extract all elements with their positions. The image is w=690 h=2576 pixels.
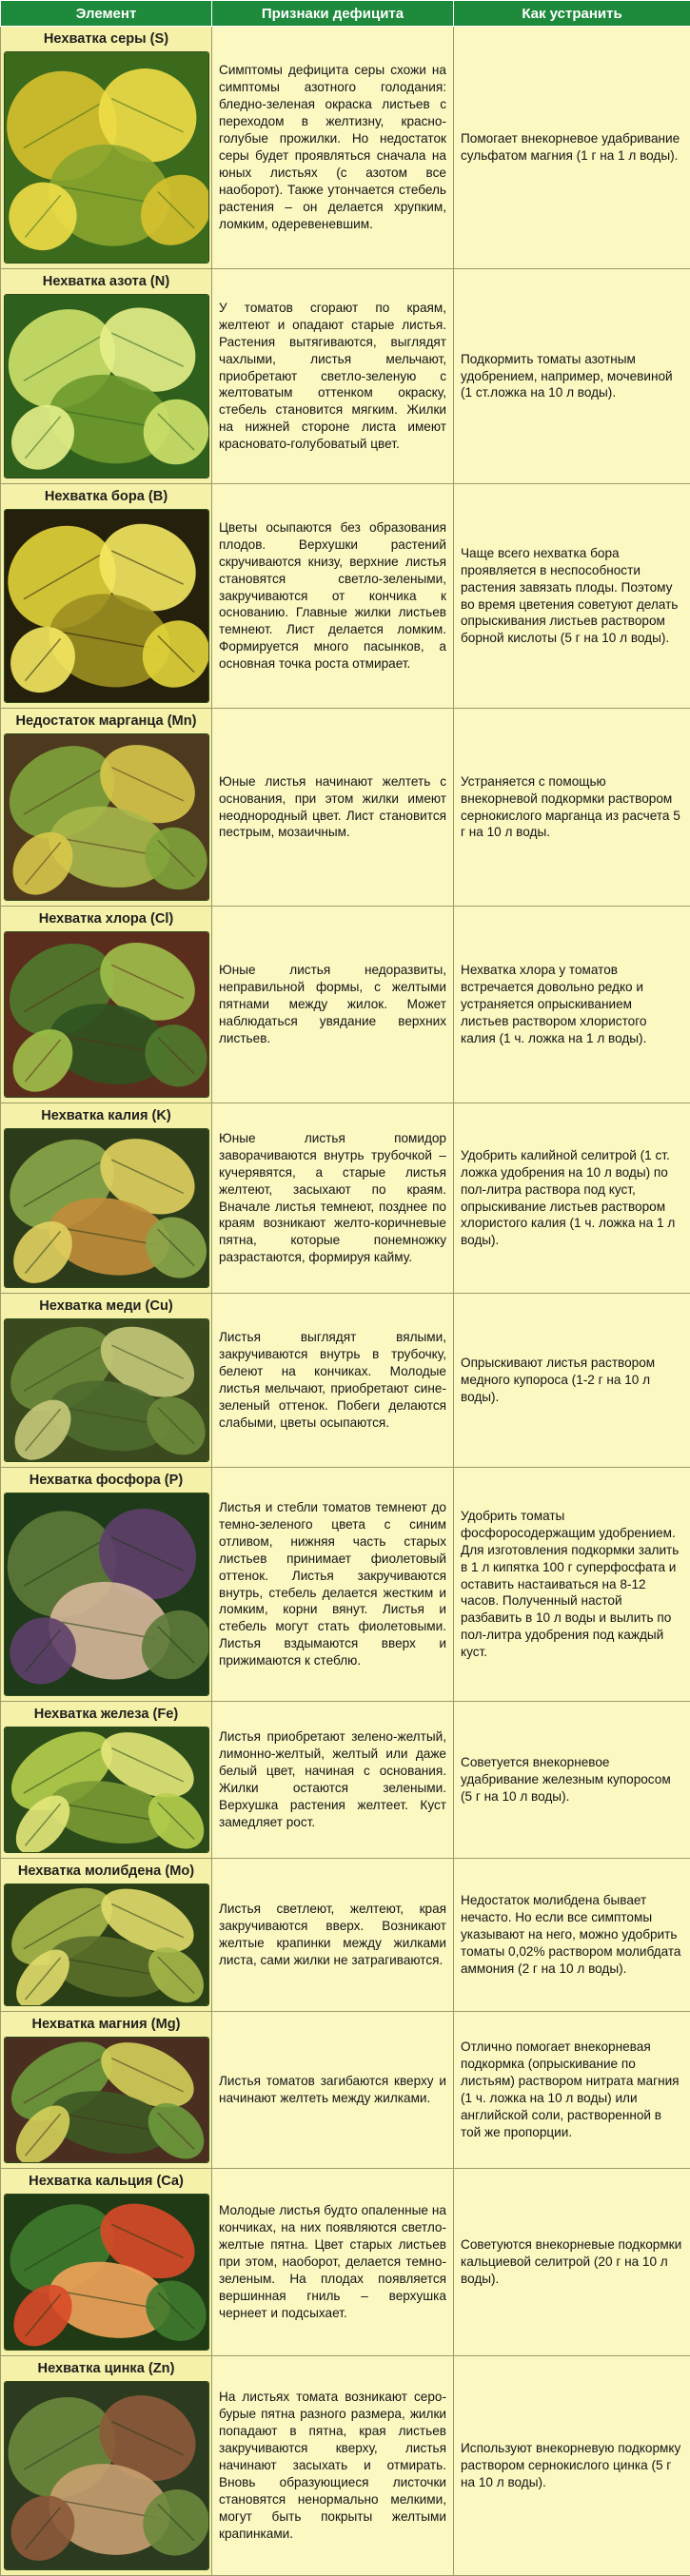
element-name: Нехватка азота (N) [3,269,209,294]
table-body [1,27,690,2576]
deficiency-signs: Цветы осыпаются без образования плодов. Верхушки растений скручиваются книзу, верхние листья становятся светло-зелеными, закручиваются от кончика к основанию. Главные жилки листьев темнеют. Лист делается ломким. Формируется много пасынков, а основная точка роста отмирает. [212,484,454,709]
remedy: Нехватка хлора у томатов встречается довольно редко и устраняется опрыскиванием листьев раствором хлористого калия (1 ч. ложка на 1 л воды). [454,907,690,1103]
deficiency-signs: Листья светлеют, желтеют, края закручиваются вверх. Возникают желтые крапинки между жилками листа, сами жилки не затрагиваются. [212,1859,454,2012]
sulfur-deficient-yellow-leaves-photo [4,51,209,263]
remedy: Помогает внекорневое удабривание сульфатом магния (1 г на 1 л воды). [454,27,690,269]
element-cell [1,2012,212,2169]
element-name: Нехватка меди (Cu) [3,1294,209,1318]
remedy: Опрыскивают листья раствором медного купороса (1-2 г на 10 л воды). [454,1294,690,1468]
element-cell [1,1702,212,1859]
remedy: Советуется внекорневое удабривание железным купоросом (5 г на 10 л воды). [454,1702,690,1859]
element-name: Нехватка магния (Mg) [3,2012,209,2037]
remedy: Недостаток молибдена бывает нечасто. Но если все симптомы указывают на него, можно удобрить томаты 0,02% раствором молибдата аммония (2 г на 10 л воды). [454,1859,690,2012]
element-name: Недостаток марганца (Mn) [3,709,209,733]
table-row [1,27,690,269]
element-cell [1,709,212,907]
deficiency-signs: Юные листья начинают желтеть с основания, при этом жилки имеют неоднородный цвет. Лист становится пестрым, мозаичным. [212,709,454,907]
table-row [1,1702,690,1859]
element-name: Нехватка цинка (Zn) [3,2356,209,2381]
remedy: Отлично помогает внекорневая подкормка (опрыскивание по листьям) раствором нитрата магния (1 ч. ложка на 10 л воды) или английской соли, растворенной в той же пропорции. [454,2012,690,2169]
header-row [1,1,690,27]
table-row [1,269,690,484]
element-cell [1,1859,212,2012]
element-cell [1,269,212,484]
deficiency-signs: Юные листья недоразвиты, неправильной формы, с желтыми пятнами между жилок. Может наблюдаться увядание верхних листьев. [212,907,454,1103]
copper-deficient-wilted-leaves-photo [4,1318,209,1462]
element-cell [1,1103,212,1294]
deficiency-signs: Листья приобретают зелено-желтый, лимонно-желтый, желтый или даже белый цвет, начиная с основания. Жилки остаются зелеными. Верхушка растения желтеет. Куст замедляет рост. [212,1702,454,1859]
element-name: Нехватка фосфора (P) [3,1468,209,1493]
header-fix: Как устранить [454,1,690,27]
remedy: Удобрить калийной селитрой (1 ст. ложка удобрения на 10 л воды) по пол-литра раствора под куст, опрыскивание листьев раствором хлористого калия (1 ч. ложка на 1 л воды). [454,1103,690,1294]
element-name: Нехватка хлора (Cl) [3,907,209,931]
iron-deficient-chlorotic-leaves-photo [4,1727,209,1853]
table-row [1,1859,690,2012]
element-name: Нехватка бора (B) [3,484,209,509]
zinc-deficient-brown-spots-photo [4,2381,209,2570]
table-row [1,1103,690,1294]
table-row [1,2169,690,2356]
deficiency-signs: У томатов сгорают по краям, желтеют и опадают старые листья. Растения вытягиваются, выглядят чахлыми, листья мельчают, приобретают светло-зеленую с желтоватым оттенком окраску, стебель становится мягким. Жилки на нижней стороне листа имеют красновато-голубоватый цвет. [212,269,454,484]
table-row [1,709,690,907]
potassium-deficient-leaf-edges-photo [4,1128,209,1288]
chlorine-deficient-spotted-leaves-photo [4,931,209,1098]
element-cell [1,2169,212,2356]
element-cell [1,27,212,269]
deficiency-signs: Симптомы дефицита серы схожи на симптомы азотного голодания: бледно-зеленая окраска листьев с переходом в желтизну, красно-голубые прожилки. Но недостаток серы будет проявляться сначала на юных листьях (с азотом все наоборот). Также утончается стебель растения – он делается хрупким, ломким, одеревеневшим. [212,27,454,269]
remedy: Чаще всего нехватка бора проявляется в неспособности растения завязать плоды. Поэтому во время цветения советуют делать опрыскивания листьев раствором борной кислоты (5 г на 10 л воды). [454,484,690,709]
header-signs: Признаки дефицита [212,1,454,27]
element-name: Нехватка кальция (Ca) [3,2169,209,2194]
element-cell [1,907,212,1103]
table-row [1,2356,690,2576]
table-row [1,484,690,709]
magnesium-deficient-yellow-veins-photo [4,2037,209,2163]
remedy: Подкормить томаты азотным удобрением, например, мочевиной (1 ст.ложка на 10 л воды). [454,269,690,484]
element-cell [1,2356,212,2576]
deficiency-signs: Юные листья помидор заворачиваются внутрь трубочкой – кучерявятся, а старые листья желтеют, засыхают по краям. Вначале листья темнеют, позднее по краям возникают желто-коричневые пятна, которые понемножку разрастаются, формируя кайму. [212,1103,454,1294]
table-row [1,1468,690,1702]
nitrogen-deficient-pale-leaves-photo [4,294,209,478]
element-name: Нехватка молибдена (Mo) [3,1859,209,1883]
molybdenum-deficient-curled-leaves-photo [4,1883,209,2006]
deficiency-signs: Листья томатов загибаются кверху и начинают желтеть между жилками. [212,2012,454,2169]
element-name: Нехватка серы (S) [3,27,209,51]
deficiency-signs: Молодые листья будто опаленные на кончиках, на них появляются светло-желтые пятна. Цвет старых листьев при этом, наоборот, делается темно-зеленым. На плодах появляется вершинная гниль – верхушка чернеет и подсыхает. [212,2169,454,2356]
element-name: Нехватка калия (K) [3,1103,209,1128]
header-element: Элемент [1,1,212,27]
calcium-deficient-blossom-end-rot-tomato-photo [4,2194,209,2351]
table-row [1,2012,690,2169]
remedy: Устраняется с помощью внекорневой подкормки раствором сернокислого марганца из расчета 5 г на 10 л воды. [454,709,690,907]
element-name: Нехватка железа (Fe) [3,1702,209,1727]
element-cell [1,1468,212,1702]
element-cell [1,1294,212,1468]
remedy: Удобрить томаты фосфоросодержащим удобрением. Для изготовления подкормки залить в 1 л кипятка 100 г суперфосфата и оставить настаиваться на 8-12 часов. Полученный настой разбавить в 10 л воды и вылить по пол-литра удобрения под каждый куст. [454,1468,690,1702]
remedy: Используют внекорневую подкормку раствором сернокислого цинка (5 г на 10 л воды). [454,2356,690,2576]
phosphorus-deficient-purple-leaf-photo [4,1493,209,1696]
table-row [1,907,690,1103]
remedy: Советуются внекорневые подкормки кальциевой селитрой (20 г на 10 л воды). [454,2169,690,2356]
boron-deficient-yellow-shoot-photo [4,509,209,703]
deficiency-signs: Листья выглядят вялыми, закручиваются внутрь в трубочку, белеют на кончиках. Молодые листья мельчают, приобретают сине-зеленый оттенок. Побеги делаются слабыми, цветы осыпаются. [212,1294,454,1468]
deficiency-signs: Листья и стебли томатов темнеют до темно-зеленого цвета с синим отливом, нижняя часть старых листьев принимает фиолетовый оттенок. Листья закручиваются внутрь, стебель делается жестким и ломким, корни вянут. Листья и стебель могут стать фиолетовыми. Листья вздымаются вверх и прижимаются к стеблю. [212,1468,454,1702]
manganese-deficient-mosaic-leaves-photo [4,733,209,901]
deficiency-signs: На листьях томата возникают серо-бурые пятна разного размера, жилки попадают в пятна, края листьев закручиваются кверху, листья начинают засыхать и отмирать. Вновь образующиеся листочки становятся ненормально мелкими, могут быть покрыты желтыми крапинками. [212,2356,454,2576]
table-row [1,1294,690,1468]
element-cell [1,484,212,709]
